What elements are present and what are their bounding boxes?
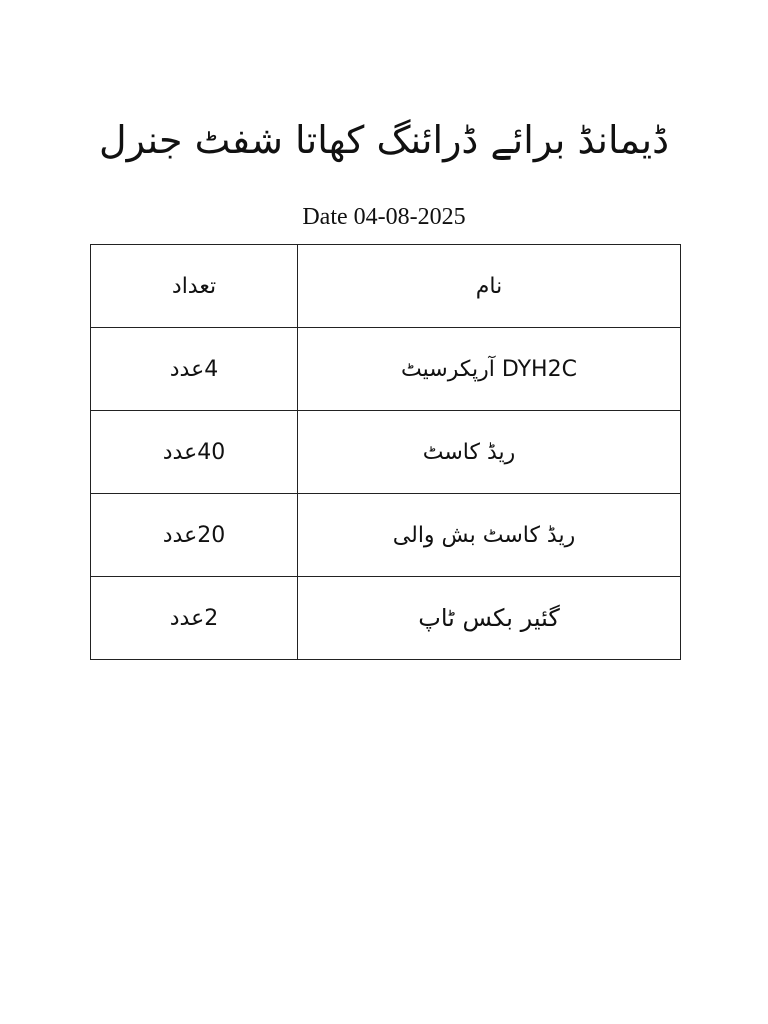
- item-name: DYH2C آرپکرسیٹ: [401, 356, 577, 382]
- quantity-value: 2عدد: [169, 605, 219, 631]
- quantity-cell: [91, 328, 298, 411]
- name-header-label: نام: [475, 273, 503, 299]
- page-title: ڈیمانڈ برائے ڈرائنگ کھاتا شفٹ جنرل: [98, 118, 670, 162]
- item-name-cell: [298, 494, 681, 577]
- item-name: گئیر بکس ٹاپ: [418, 604, 560, 632]
- quantity-value: 40عدد: [162, 439, 226, 465]
- quantity-value: 20عدد: [162, 522, 226, 548]
- item-name-cell: [298, 411, 681, 494]
- item-name: ریڈ کاسٹ: [422, 439, 516, 465]
- quantity-header: [91, 245, 298, 328]
- table-row: [91, 494, 681, 577]
- table-row: [91, 411, 681, 494]
- quantity-value: 4عدد: [169, 356, 219, 382]
- table-row: [91, 577, 681, 660]
- table-row: [91, 328, 681, 411]
- document-date: Date 04-08-2025: [302, 204, 466, 230]
- item-name-cell: [298, 328, 681, 411]
- quantity-cell: [91, 577, 298, 660]
- table-header-row: [91, 245, 681, 328]
- quantity-header-label: تعداد: [171, 273, 217, 299]
- quantity-cell: [91, 494, 298, 577]
- item-name: ریڈ کاسٹ بش والی: [392, 522, 576, 548]
- item-name-cell: [298, 577, 681, 660]
- name-header: [298, 245, 681, 328]
- quantity-cell: [91, 411, 298, 494]
- demand-table: [90, 244, 681, 660]
